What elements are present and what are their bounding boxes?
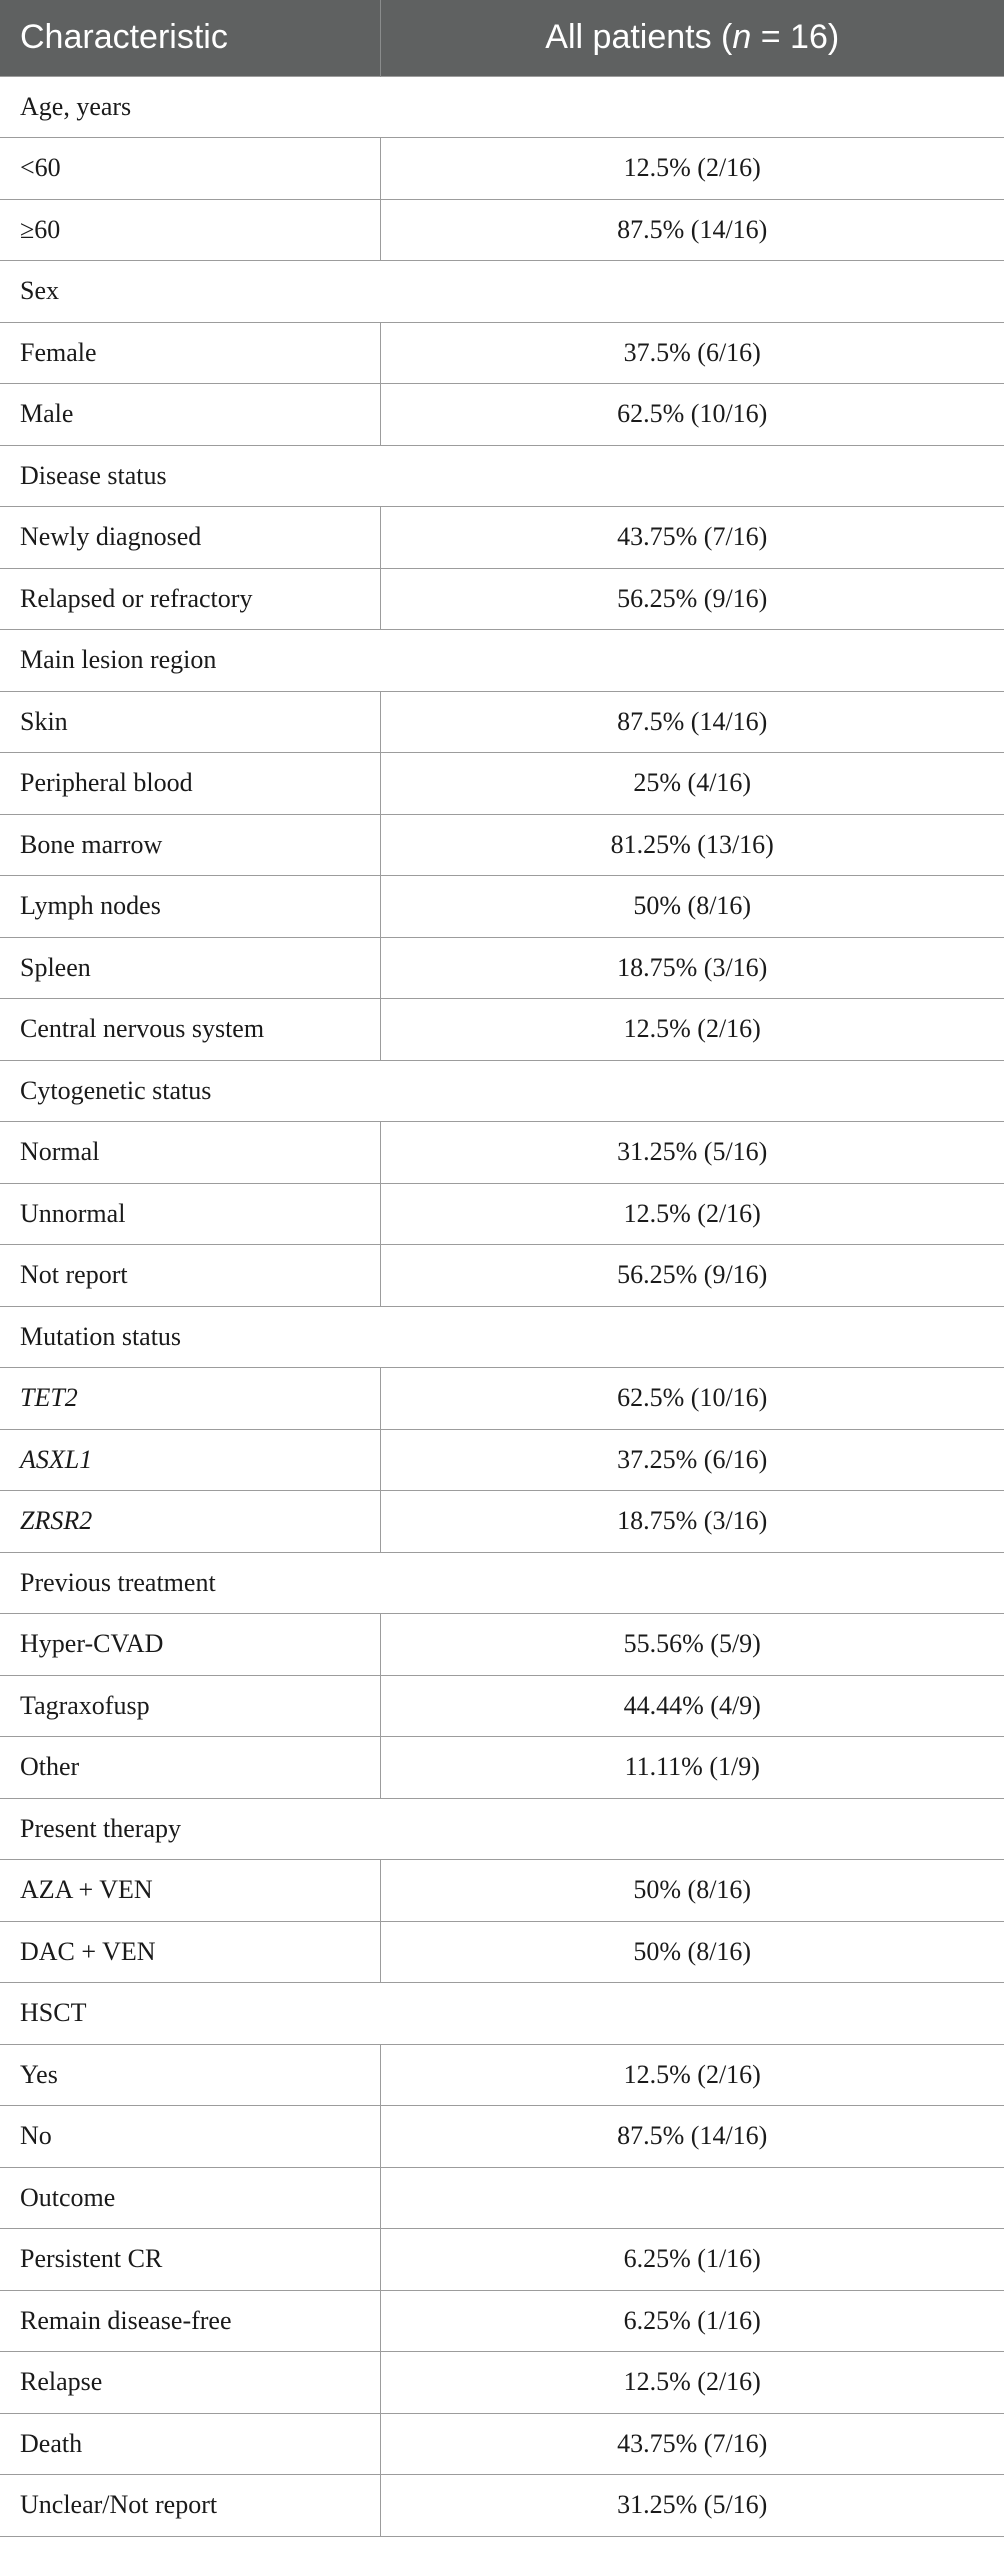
table-row xyxy=(0,1122,1004,1184)
row-value: 56.25% (9/16) xyxy=(380,568,1004,630)
table-header-row xyxy=(0,0,1004,76)
table-row xyxy=(0,199,1004,261)
group-label: Age, years xyxy=(0,76,380,138)
table-row xyxy=(0,999,1004,1061)
row-label: Lymph nodes xyxy=(0,876,380,938)
row-label: DAC + VEN xyxy=(0,1921,380,1983)
table-row xyxy=(0,937,1004,999)
row-value xyxy=(380,630,1004,692)
row-label: Unnormal xyxy=(0,1183,380,1245)
table-group-row xyxy=(0,445,1004,507)
row-value: 62.5% (10/16) xyxy=(380,384,1004,446)
row-value: 87.5% (14/16) xyxy=(380,199,1004,261)
row-label: Spleen xyxy=(0,937,380,999)
table-row xyxy=(0,1183,1004,1245)
row-label: AZA + VEN xyxy=(0,1860,380,1922)
row-label: Relapsed or refractory xyxy=(0,568,380,630)
row-label: ASXL1 xyxy=(0,1429,380,1491)
row-label: Central nervous system xyxy=(0,999,380,1061)
row-label: Other xyxy=(0,1737,380,1799)
table-row xyxy=(0,1368,1004,1430)
row-value: 43.75% (7/16) xyxy=(380,507,1004,569)
row-value: 12.5% (2/16) xyxy=(380,999,1004,1061)
row-value: 50% (8/16) xyxy=(380,1921,1004,1983)
table-row xyxy=(0,1614,1004,1676)
row-value: 18.75% (3/16) xyxy=(380,1491,1004,1553)
row-value xyxy=(380,2167,1004,2229)
group-label: Present therapy xyxy=(0,1798,380,1860)
row-value: 6.25% (1/16) xyxy=(380,2290,1004,2352)
table-group-row xyxy=(0,630,1004,692)
row-value: 6.25% (1/16) xyxy=(380,2229,1004,2291)
table-row xyxy=(0,1429,1004,1491)
row-label: Bone marrow xyxy=(0,814,380,876)
row-label: Not report xyxy=(0,1245,380,1307)
row-label: Male xyxy=(0,384,380,446)
header-n-symbol: n xyxy=(732,18,752,57)
row-value: 18.75% (3/16) xyxy=(380,937,1004,999)
header-all-patients xyxy=(380,0,1004,76)
table-row xyxy=(0,1675,1004,1737)
row-value xyxy=(380,1060,1004,1122)
row-value: 87.5% (14/16) xyxy=(380,691,1004,753)
row-value xyxy=(380,76,1004,138)
table-row xyxy=(0,2229,1004,2291)
group-label: Previous treatment xyxy=(0,1552,380,1614)
row-value xyxy=(380,1983,1004,2045)
row-value: 43.75% (7/16) xyxy=(380,2413,1004,2475)
table-row xyxy=(0,1737,1004,1799)
row-label: Death xyxy=(0,2413,380,2475)
row-value: 62.5% (10/16) xyxy=(380,1368,1004,1430)
row-label: Relapse xyxy=(0,2352,380,2414)
row-value: 44.44% (4/9) xyxy=(380,1675,1004,1737)
row-label: ≥60 xyxy=(0,199,380,261)
row-value: 12.5% (2/16) xyxy=(380,1183,1004,1245)
table-group-row xyxy=(0,76,1004,138)
table-row xyxy=(0,2475,1004,2537)
row-label: Persistent CR xyxy=(0,2229,380,2291)
row-value xyxy=(380,445,1004,507)
row-label: Skin xyxy=(0,691,380,753)
group-label: Sex xyxy=(0,261,380,323)
row-label: Hyper-CVAD xyxy=(0,1614,380,1676)
table-row xyxy=(0,2352,1004,2414)
group-label: Disease status xyxy=(0,445,380,507)
row-value: 12.5% (2/16) xyxy=(380,138,1004,200)
table-row xyxy=(0,2413,1004,2475)
row-label: Peripheral blood xyxy=(0,753,380,815)
row-label: Normal xyxy=(0,1122,380,1184)
table-group-row xyxy=(0,2167,1004,2229)
row-value: 37.5% (6/16) xyxy=(380,322,1004,384)
table-row xyxy=(0,507,1004,569)
table-row xyxy=(0,1921,1004,1983)
table-row xyxy=(0,1245,1004,1307)
row-value: 55.56% (5/9) xyxy=(380,1614,1004,1676)
table-row xyxy=(0,384,1004,446)
row-label: Remain disease-free xyxy=(0,2290,380,2352)
row-label: Tagraxofusp xyxy=(0,1675,380,1737)
table-row xyxy=(0,1491,1004,1553)
row-value: 12.5% (2/16) xyxy=(380,2044,1004,2106)
row-label: <60 xyxy=(0,138,380,200)
table-body xyxy=(0,76,1004,2536)
table-row xyxy=(0,1860,1004,1922)
row-value: 81.25% (13/16) xyxy=(380,814,1004,876)
row-label: Unclear/Not report xyxy=(0,2475,380,2537)
header-characteristic: Characteristic xyxy=(0,0,380,76)
header-all-patients-suffix: = 16) xyxy=(751,18,840,57)
row-value xyxy=(380,1552,1004,1614)
group-label: Cytogenetic status xyxy=(0,1060,380,1122)
row-value: 50% (8/16) xyxy=(380,1860,1004,1922)
table-row xyxy=(0,814,1004,876)
row-label: ZRSR2 xyxy=(0,1491,380,1553)
table-row xyxy=(0,568,1004,630)
row-label: Yes xyxy=(0,2044,380,2106)
row-value: 37.25% (6/16) xyxy=(380,1429,1004,1491)
group-label: HSCT xyxy=(0,1983,380,2045)
row-value: 11.11% (1/9) xyxy=(380,1737,1004,1799)
table-row xyxy=(0,2106,1004,2168)
row-value: 50% (8/16) xyxy=(380,876,1004,938)
row-value xyxy=(380,261,1004,323)
table-group-row xyxy=(0,1552,1004,1614)
table-row xyxy=(0,691,1004,753)
table-group-row xyxy=(0,1306,1004,1368)
table-row xyxy=(0,753,1004,815)
table-row xyxy=(0,322,1004,384)
table-row xyxy=(0,876,1004,938)
table-group-row xyxy=(0,1060,1004,1122)
group-label: Outcome xyxy=(0,2167,380,2229)
row-value: 87.5% (14/16) xyxy=(380,2106,1004,2168)
header-all-patients-prefix: All patients ( xyxy=(545,18,733,57)
row-value: 25% (4/16) xyxy=(380,753,1004,815)
table-row xyxy=(0,2044,1004,2106)
row-value: 12.5% (2/16) xyxy=(380,2352,1004,2414)
table-row xyxy=(0,2290,1004,2352)
row-value: 31.25% (5/16) xyxy=(380,2475,1004,2537)
table-group-row xyxy=(0,1983,1004,2045)
row-value xyxy=(380,1306,1004,1368)
row-label: No xyxy=(0,2106,380,2168)
row-label: Newly diagnosed xyxy=(0,507,380,569)
group-label: Mutation status xyxy=(0,1306,380,1368)
row-label: TET2 xyxy=(0,1368,380,1430)
row-label: Female xyxy=(0,322,380,384)
row-value: 31.25% (5/16) xyxy=(380,1122,1004,1184)
table-group-row xyxy=(0,261,1004,323)
table-row xyxy=(0,138,1004,200)
row-value xyxy=(380,1798,1004,1860)
row-value: 56.25% (9/16) xyxy=(380,1245,1004,1307)
table-group-row xyxy=(0,1798,1004,1860)
group-label: Main lesion region xyxy=(0,630,380,692)
